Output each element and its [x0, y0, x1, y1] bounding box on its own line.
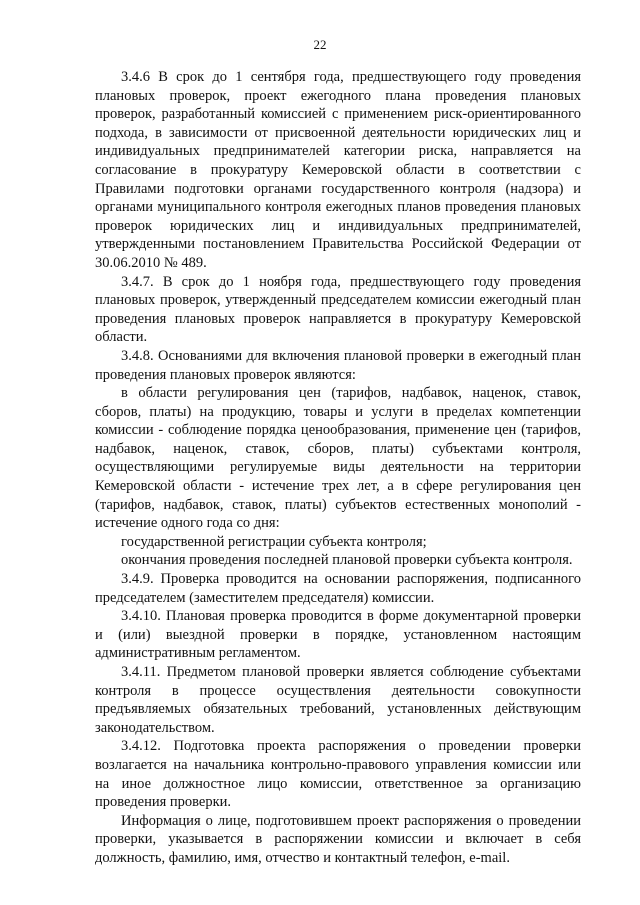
paragraph-state-registration: государственной регистрации субъекта контроля;	[121, 533, 427, 550]
page-number: 22	[313, 37, 327, 52]
paragraph-3-4-7: 3.4.7. В срок до 1 ноября года, предшествующего году проведения плановых проверок, утвержденный председателем комиссии ежегодный план проведения плановых проверок направляется в прокуратуру Кемеровской области.	[95, 273, 581, 346]
document-body	[95, 68, 581, 868]
paragraph-last-inspection: окончания проведения последней плановой проверки субъекта контроля.	[121, 552, 573, 569]
paragraph-information: Информация о лице, подготовившем проект распоряжения о проведении проверки, указывается в распоряжении комиссии и включает в себя должность, фамилию, имя, отчество и контактный телефон, e-mail.	[95, 812, 581, 866]
paragraph-3-4-9: 3.4.9. Проверка проводится на основании распоряжения, подписанного председателем (заместителем председателя) комиссии.	[95, 571, 581, 606]
paragraph-3-4-8: 3.4.8. Основаниями для включения плановой проверки в ежегодный план проведения плановых проверок являются:	[95, 347, 581, 383]
paragraph-3-4-11: 3.4.11. Предметом плановой проверки является соблюдение субъектами контроля в процессе осуществления деятельности совокупности предъявляемых обязательных требований, установленных действующим законодательством.	[95, 664, 581, 736]
paragraph-3-4-6: 3.4.6 В срок до 1 сентября года, предшествующего году проведения плановых проверок, проект ежегодного плана проведения плановых проверок, разработанный комиссией с применением риск-ориентированного подхода, в зависимости от присвоенной деятельности юридических лиц и индивидуальных предпринимателей категории риска, направляется на согласование в прокуратуру Кемеровской области в соответствии с Правилами подготовки органами государственного контроля (надзора) и органами муниципального контроля ежегодных планов проведения плановых проверок юридических лиц и индивидуальных предпринимателей, утвержденными постановлением Правительства Российской Федерации от 30.06.2010 № 489.	[95, 69, 581, 271]
paragraph-price-regulation: в области регулирования цен (тарифов, надбавок, наценок, ставок, сборов, платы) на продукцию, товары и услуги в пределах компетенции комиссии - соблюдение порядка ценообразования, применение цен (тарифов, надбавок, наценок, ставок, сборов, платы) субъектами контроля, осуществляющими регулируемые виды деятельности на территории Кемеровской области - истечение трех лет, а в сфере регулирования цен (тарифов, надбавок, ставок, платы) субъектов естественных монополий - истечение одного года со дня:	[95, 385, 581, 532]
paragraph-3-4-10: 3.4.10. Плановая проверка проводится в форме документарной проверки и (или) выездной проверки в порядке, установленном настоящим административным регламентом.	[95, 608, 581, 662]
paragraph-3-4-12: 3.4.12. Подготовка проекта распоряжения о проведении проверки возлагается на начальника контрольно-правового управления комиссии или на иное должностное лицо комиссии, ответственное за организацию проведения проверки.	[95, 738, 581, 811]
